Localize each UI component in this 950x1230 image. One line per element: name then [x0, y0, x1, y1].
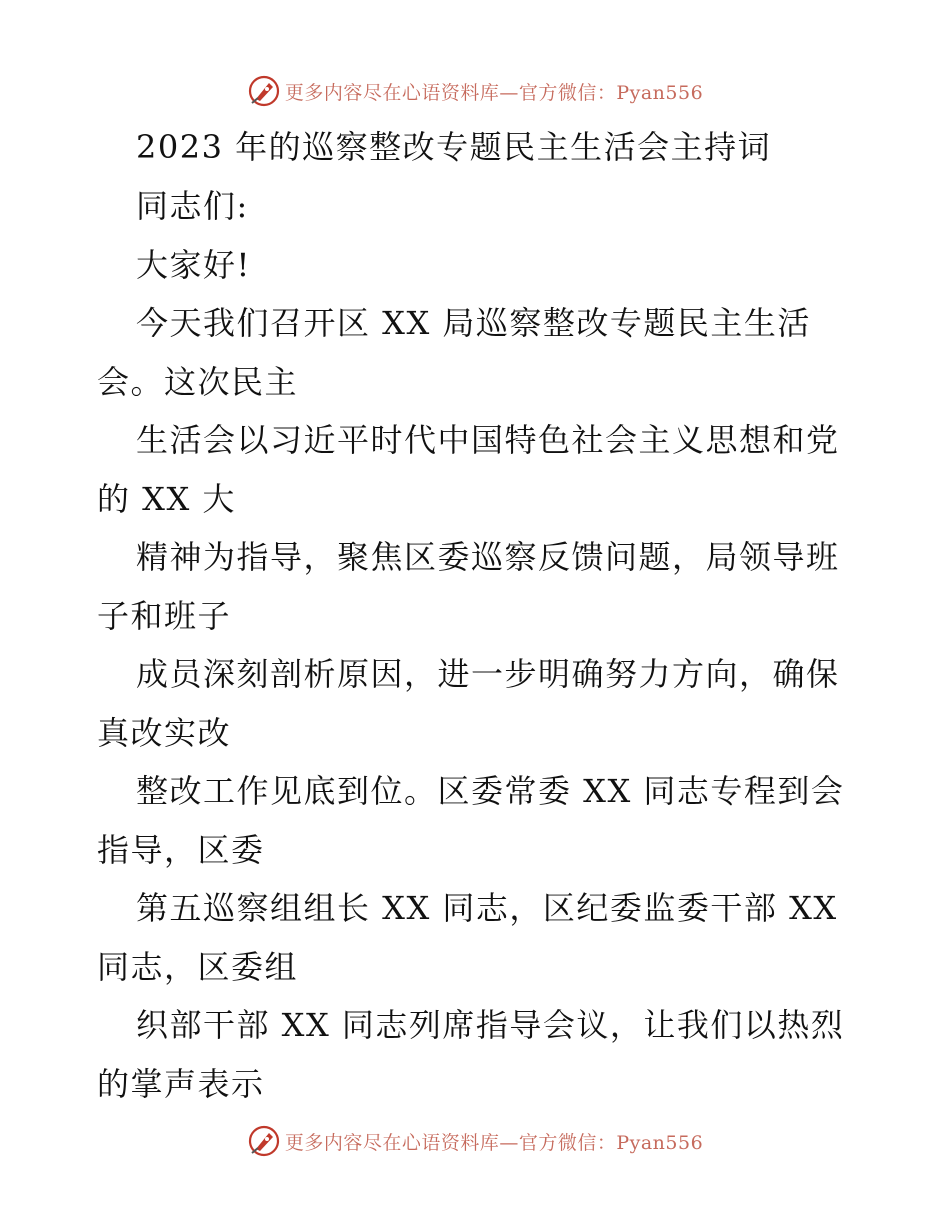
document-line: 大家好!: [136, 246, 251, 284]
header-banner-text: 更多内容尽在心语资料库—官方微信：Pyan556: [284, 81, 704, 104]
document-line: 会。这次民主: [97, 363, 299, 401]
pen-nib-logo-icon: [247, 1124, 281, 1158]
footer-banner-text: 更多内容尽在心语资料库—官方微信：Pyan556: [284, 1131, 704, 1154]
document-line: 织部干部 XX 同志列席指导会议，让我们以热烈: [136, 1006, 845, 1044]
document-line: 子和班子: [97, 597, 232, 635]
document-line: 的 XX 大: [97, 480, 236, 518]
document-line: 生活会以习近平时代中国特色社会主义思想和党: [136, 421, 840, 459]
document-line: 的掌声表示: [97, 1065, 265, 1103]
document-line: 真改实改: [97, 714, 232, 752]
document-line: 指导，区委: [97, 831, 265, 869]
document-line: 成员深刻剖析原因，进一步明确努力方向，确保: [136, 655, 840, 693]
header-banner: [0, 71, 950, 111]
footer-banner: [0, 1121, 950, 1161]
document-title: 2023 年的巡察整改专题民主生活会主持词: [136, 128, 772, 166]
document-line: 整改工作见底到位。区委常委 XX 同志专程到会: [136, 772, 845, 810]
document-line: 同志们:: [136, 187, 249, 225]
document-line: 今天我们召开区 XX 局巡察整改专题民主生活: [136, 304, 811, 342]
document-line: 第五巡察组组长 XX 同志，区纪委监委干部 XX: [136, 889, 838, 927]
document-line: 同志，区委组: [97, 948, 299, 986]
pen-nib-logo-icon: [247, 74, 281, 108]
document-line: 精神为指导，聚焦区委巡察反馈问题，局领导班: [136, 538, 840, 576]
